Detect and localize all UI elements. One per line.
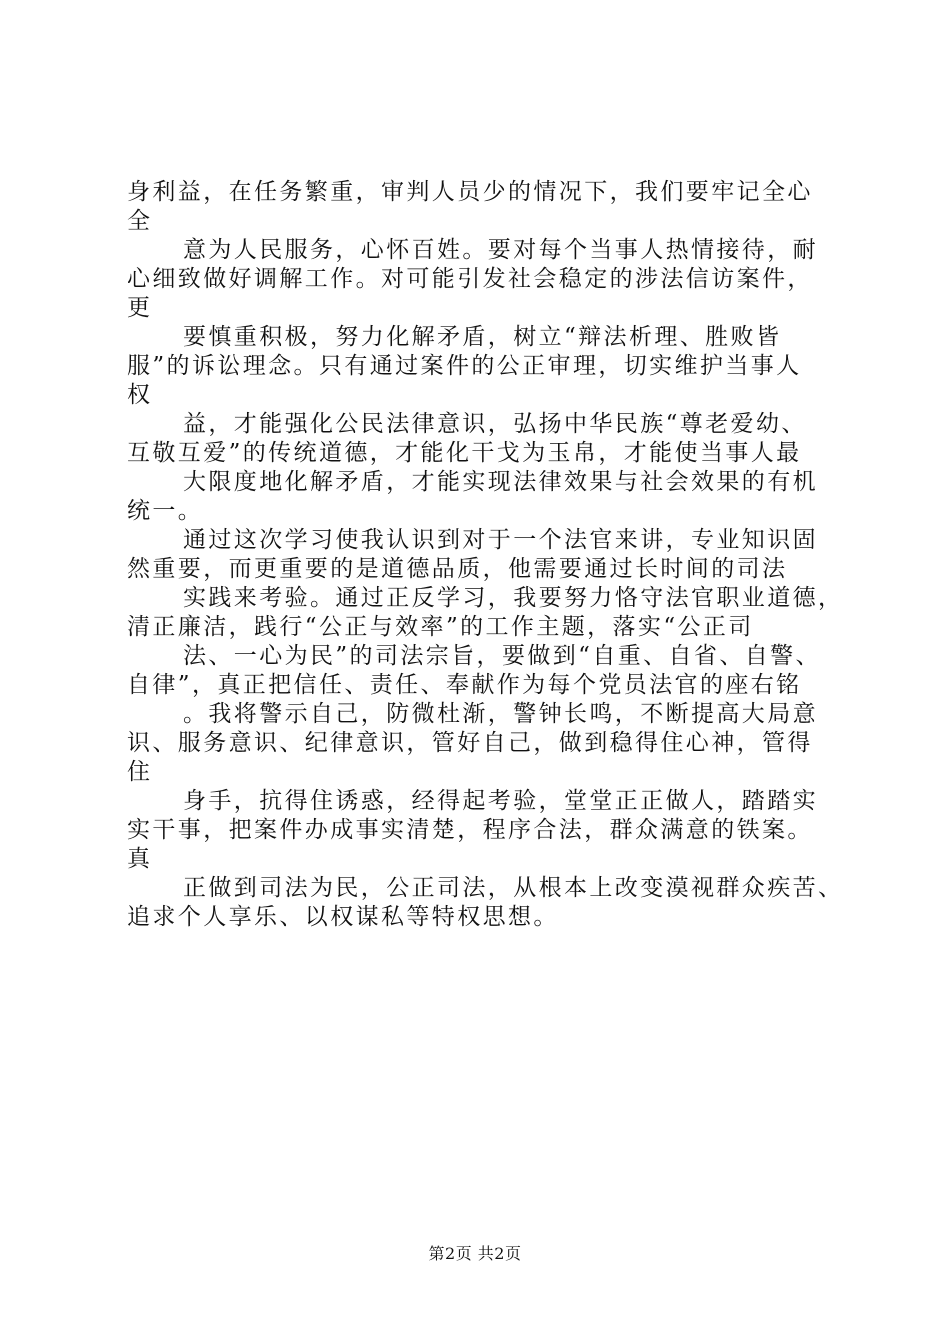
text-line: 服”的诉讼理念。只有通过案件的公正审理，切实维护当事人 bbox=[127, 353, 802, 379]
text-line: 真 bbox=[127, 846, 153, 872]
text-line: 正做到司法为民，公正司法，从根本上改变漠视群众疾苦、 bbox=[183, 875, 844, 901]
text-line: 身利益，在任务繁重，审判人员少的情况下，我们要牢记全心 bbox=[127, 179, 813, 205]
text-line: 身手，抗得住诱惑，经得起考验，堂堂正正做人，踏踏实 bbox=[183, 788, 818, 814]
body-text bbox=[127, 178, 847, 932]
text-line: 。我将警示自己，防微杜渐，警钟长鸣，不断提高大局意 bbox=[183, 701, 818, 727]
text-line: 实践来考验。通过正反学习，我要努力恪守法官职业道德， bbox=[183, 585, 844, 611]
text-line: 识、服务意识、纪律意识，管好自己，做到稳得住心神，管得 bbox=[127, 730, 813, 756]
text-line: 追求个人享乐、以权谋私等特权思想。 bbox=[127, 904, 559, 930]
text-line: 益，才能强化公民法律意识，弘扬中华民族“尊老爱幼、 bbox=[183, 411, 807, 437]
text-line: 更 bbox=[127, 295, 153, 321]
text-line: 住 bbox=[127, 759, 153, 785]
text-line: 权 bbox=[127, 382, 153, 408]
text-line: 清正廉洁，践行“公正与效率”的工作主题，落实“公正司 bbox=[127, 614, 754, 640]
text-line: 实干事，把案件办成事实清楚，程序合法，群众满意的铁案。 bbox=[127, 817, 813, 843]
text-line: 大限度地化解矛盾，才能实现法律效果与社会效果的有机 bbox=[183, 469, 818, 495]
text-line: 通过这次学习使我认识到对于一个法官来讲，专业知识固 bbox=[183, 527, 818, 553]
text-line: 意为人民服务，心怀百姓。要对每个当事人热情接待，耐 bbox=[183, 237, 818, 263]
text-line: 心细致做好调解工作。对可能引发社会稳定的涉法信访案件， bbox=[127, 266, 813, 292]
text-line: 全 bbox=[127, 208, 153, 234]
page-footer: 第2页 共2页 bbox=[428, 1244, 522, 1263]
text-line: 法、一心为民”的司法宗旨，要做到“自重、自省、自警、 bbox=[183, 643, 821, 669]
text-line: 要慎重积极，努力化解矛盾，树立“辩法析理、胜败皆 bbox=[183, 324, 782, 350]
text-line: 然重要，而更重要的是道德品质，他需要通过长时间的司法 bbox=[127, 556, 788, 582]
text-line: 自律”，真正把信任、责任、奉献作为每个党员法官的座右铭 bbox=[127, 672, 802, 698]
text-line: 统一。 bbox=[127, 498, 204, 524]
text-line: 互敬互爱”的传统道德，才能化干戈为玉帛，才能使当事人最 bbox=[127, 440, 802, 466]
